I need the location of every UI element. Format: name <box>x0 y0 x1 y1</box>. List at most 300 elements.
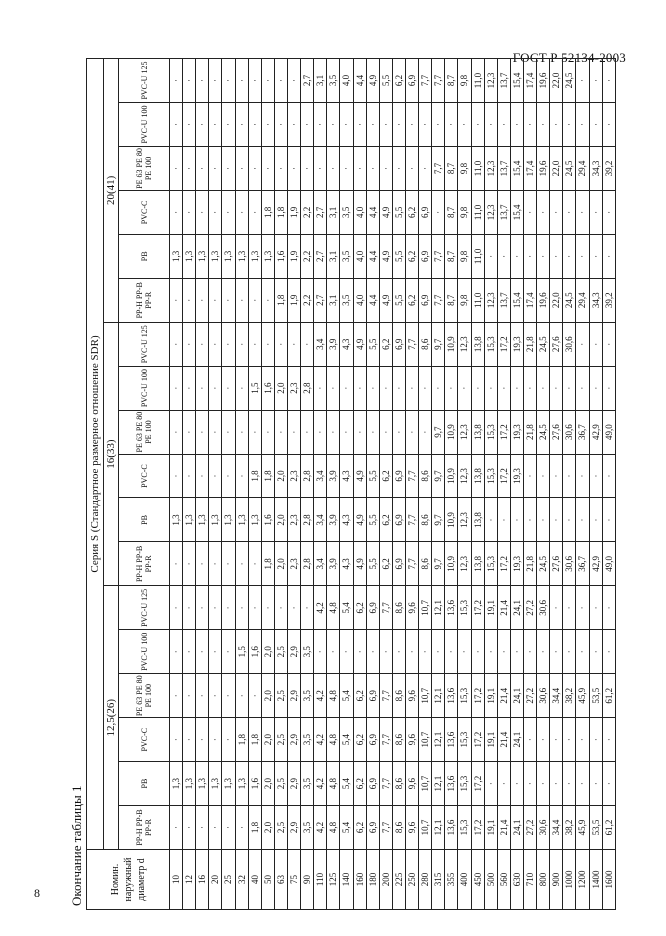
wall-thickness-cell: 2,5 <box>274 674 287 718</box>
wall-thickness-cell: 1,3 <box>196 762 209 806</box>
table-row <box>235 59 248 910</box>
wall-thickness-cell: · <box>523 103 536 147</box>
wall-thickness-cell: · <box>602 190 615 234</box>
wall-thickness-cell: · <box>235 806 248 850</box>
wall-thickness-cell: 3,4 <box>314 454 327 498</box>
wall-thickness-cell: 1,6 <box>274 234 287 278</box>
wall-thickness-cell: · <box>235 103 248 147</box>
wall-thickness-cell: · <box>248 586 261 630</box>
wall-thickness-cell: 30,6 <box>537 586 550 630</box>
wall-thickness-cell: 7,7 <box>419 59 432 103</box>
wall-thickness-cell: 49,0 <box>602 410 615 454</box>
wall-thickness-cell: · <box>183 103 196 147</box>
wall-thickness-cell: · <box>327 366 340 410</box>
wall-thickness-cell: 42,9 <box>589 542 602 586</box>
wall-thickness-cell: 1,3 <box>170 234 183 278</box>
table-row <box>301 59 314 910</box>
wall-thickness-cell: 22,0 <box>550 278 563 322</box>
wall-thickness-cell: · <box>340 410 353 454</box>
wall-thickness-cell: · <box>484 762 497 806</box>
wall-thickness-cell: 53,5 <box>589 806 602 850</box>
wall-thickness-cell: · <box>366 366 379 410</box>
wall-thickness-cell: · <box>170 586 183 630</box>
wall-thickness-cell: · <box>602 498 615 542</box>
table-row <box>248 59 261 910</box>
nominal-diameter-cell: 500 <box>484 850 497 910</box>
nominal-diameter-cell: 110 <box>314 850 327 910</box>
wall-thickness-cell: · <box>301 147 314 191</box>
wall-thickness-cell: · <box>170 147 183 191</box>
wall-thickness-cell: 22,0 <box>550 59 563 103</box>
wall-thickness-cell: · <box>602 59 615 103</box>
wall-thickness-cell: 19,1 <box>484 806 497 850</box>
wall-thickness-cell: · <box>576 103 589 147</box>
wall-thickness-cell: · <box>589 630 602 674</box>
wall-thickness-cell: 7,7 <box>432 59 445 103</box>
wall-thickness-cell: 6,9 <box>392 498 405 542</box>
wall-thickness-cell: · <box>576 234 589 278</box>
wall-thickness-cell: · <box>183 806 196 850</box>
wall-thickness-cell: 13,7 <box>497 278 510 322</box>
table-row <box>497 59 510 910</box>
material-header: PVC-U 125 <box>119 586 170 630</box>
wall-thickness-cell: 9,8 <box>458 147 471 191</box>
wall-thickness-cell: 6,2 <box>405 278 418 322</box>
wall-thickness-cell: 1,3 <box>196 498 209 542</box>
wall-thickness-cell: · <box>589 718 602 762</box>
wall-thickness-cell: 5,4 <box>340 806 353 850</box>
wall-thickness-cell: 1,6 <box>248 630 261 674</box>
wall-thickness-cell: 38,2 <box>563 674 576 718</box>
wall-thickness-cell: · <box>510 234 523 278</box>
wall-thickness-cell: 8,6 <box>392 806 405 850</box>
table-row <box>261 59 274 910</box>
wall-thickness-cell: 2,5 <box>274 718 287 762</box>
wall-thickness-cell: · <box>576 366 589 410</box>
wall-thickness-cell: · <box>563 718 576 762</box>
wall-thickness-cell: · <box>170 278 183 322</box>
material-header: PVC-C <box>119 454 170 498</box>
wall-thickness-cell: 17,2 <box>497 542 510 586</box>
wall-thickness-cell: · <box>327 630 340 674</box>
wall-thickness-cell: 24,5 <box>537 322 550 366</box>
material-header: PVC-U 100 <box>119 630 170 674</box>
wall-thickness-cell: 6,9 <box>366 762 379 806</box>
wall-thickness-cell: 7,7 <box>432 278 445 322</box>
wall-thickness-cell: 2,2 <box>301 190 314 234</box>
wall-thickness-cell: · <box>445 103 458 147</box>
wall-thickness-cell: · <box>392 366 405 410</box>
wall-thickness-cell: 17,2 <box>497 322 510 366</box>
wall-thickness-cell: · <box>563 630 576 674</box>
wall-thickness-cell: · <box>563 454 576 498</box>
wall-thickness-cell: 27,2 <box>523 586 536 630</box>
wall-thickness-cell: · <box>235 322 248 366</box>
wall-thickness-cell: 19,1 <box>484 718 497 762</box>
wall-thickness-cell: · <box>170 103 183 147</box>
wall-thickness-cell: 5,5 <box>366 322 379 366</box>
wall-thickness-cell: · <box>183 674 196 718</box>
wall-thickness-cell: 4,0 <box>353 190 366 234</box>
wall-thickness-cell: 36,7 <box>576 542 589 586</box>
wall-thickness-cell: · <box>537 103 550 147</box>
wall-thickness-cell: · <box>550 630 563 674</box>
wall-thickness-cell: 2,7 <box>314 234 327 278</box>
wall-thickness-cell: 3,9 <box>327 542 340 586</box>
wall-thickness-cell: 15,3 <box>458 674 471 718</box>
wall-thickness-cell: · <box>287 59 300 103</box>
wall-thickness-cell: 6,2 <box>405 190 418 234</box>
wall-thickness-cell: 6,9 <box>405 59 418 103</box>
wall-thickness-cell: · <box>537 454 550 498</box>
nominal-diameter-cell: 225 <box>392 850 405 910</box>
wall-thickness-cell: · <box>589 366 602 410</box>
wall-thickness-cell: · <box>222 718 235 762</box>
wall-thickness-cell: 3,5 <box>340 190 353 234</box>
wall-thickness-cell: 2,0 <box>274 498 287 542</box>
wall-thickness-cell: 17,2 <box>471 586 484 630</box>
table-body <box>170 59 616 910</box>
wall-thickness-cell: 2,0 <box>261 806 274 850</box>
wall-thickness-cell: · <box>209 366 222 410</box>
wall-thickness-cell: · <box>209 542 222 586</box>
wall-thickness-cell: · <box>301 103 314 147</box>
wall-thickness-cell: 49,0 <box>602 542 615 586</box>
table-row <box>550 59 563 910</box>
wall-thickness-cell: 8,6 <box>419 498 432 542</box>
wall-thickness-cell: · <box>314 147 327 191</box>
wall-thickness-cell: · <box>274 103 287 147</box>
wall-thickness-cell: 13,6 <box>445 762 458 806</box>
wall-thickness-cell: · <box>523 630 536 674</box>
wall-thickness-cell: 9,6 <box>405 586 418 630</box>
wall-thickness-cell: · <box>209 410 222 454</box>
wall-thickness-cell: · <box>392 147 405 191</box>
nominal-diameter-cell: 63 <box>274 850 287 910</box>
wall-thickness-cell: 15,3 <box>458 806 471 850</box>
wall-thickness-cell: 1,9 <box>287 278 300 322</box>
wall-thickness-cell: 4,9 <box>353 454 366 498</box>
table-row <box>563 59 576 910</box>
wall-thickness-cell: · <box>563 103 576 147</box>
wall-thickness-cell: 4,8 <box>327 762 340 806</box>
material-header: PE 63 PE 80 PE 100 <box>119 147 170 191</box>
group-header-row <box>104 59 119 910</box>
wall-thickness-cell: 9,6 <box>405 718 418 762</box>
wall-thickness-cell: · <box>170 806 183 850</box>
wall-thickness-cell: 10,9 <box>445 322 458 366</box>
wall-thickness-cell: 4,2 <box>314 806 327 850</box>
wall-thickness-cell: 2,8 <box>301 498 314 542</box>
wall-thickness-cell: 53,5 <box>589 674 602 718</box>
wall-thickness-cell: 19,3 <box>510 410 523 454</box>
wall-thickness-cell: 12,3 <box>484 59 497 103</box>
material-header: PVC-C <box>119 190 170 234</box>
wall-thickness-cell: · <box>550 718 563 762</box>
wall-thickness-cell: · <box>537 718 550 762</box>
wall-thickness-cell: · <box>209 630 222 674</box>
wall-thickness-cell: 2,3 <box>287 454 300 498</box>
wall-thickness-cell: 19,3 <box>510 542 523 586</box>
wall-thickness-cell: · <box>523 762 536 806</box>
wall-thickness-cell: 9,6 <box>405 762 418 806</box>
wall-thickness-cell: · <box>209 454 222 498</box>
wall-thickness-cell: 1,3 <box>222 762 235 806</box>
wall-thickness-cell: · <box>196 542 209 586</box>
wall-thickness-cell: 1,6 <box>261 366 274 410</box>
wall-thickness-cell: · <box>235 278 248 322</box>
wall-thickness-cell: 1,3 <box>183 762 196 806</box>
table-row <box>458 59 471 910</box>
wall-thickness-cell: 4,3 <box>340 542 353 586</box>
wall-thickness-cell: 4,4 <box>366 190 379 234</box>
wall-thickness-cell: · <box>537 234 550 278</box>
wall-thickness-cell: 3,4 <box>314 498 327 542</box>
wall-thickness-cell: · <box>196 322 209 366</box>
wall-thickness-cell: 1,8 <box>235 718 248 762</box>
nominal-diameter-cell: 315 <box>432 850 445 910</box>
wall-thickness-cell: 17,2 <box>471 806 484 850</box>
wall-thickness-cell: · <box>484 234 497 278</box>
wall-thickness-cell: 15,4 <box>510 190 523 234</box>
wall-thickness-cell: · <box>537 366 550 410</box>
wall-thickness-cell: · <box>576 718 589 762</box>
table-row <box>209 59 222 910</box>
wall-thickness-cell: · <box>379 630 392 674</box>
wall-thickness-cell: 3,1 <box>327 234 340 278</box>
wall-thickness-cell: 3,9 <box>327 454 340 498</box>
nominal-diameter-cell: 450 <box>471 850 484 910</box>
table-row <box>537 59 550 910</box>
wall-thickness-cell: 15,3 <box>484 410 497 454</box>
wall-thickness-cell: 24,1 <box>510 586 523 630</box>
wall-thickness-cell: 19,6 <box>537 59 550 103</box>
wall-thickness-cell: · <box>196 410 209 454</box>
wall-thickness-cell: 42,9 <box>589 410 602 454</box>
wall-thickness-cell: 12,3 <box>484 278 497 322</box>
wall-thickness-cell: · <box>222 190 235 234</box>
wall-thickness-cell: · <box>589 322 602 366</box>
wall-thickness-cell: 13,6 <box>445 586 458 630</box>
wall-thickness-cell: 22,0 <box>550 147 563 191</box>
wall-thickness-cell: · <box>235 542 248 586</box>
wall-thickness-cell: · <box>222 806 235 850</box>
wall-thickness-cell: · <box>274 147 287 191</box>
wall-thickness-cell: 17,4 <box>523 147 536 191</box>
wall-thickness-cell: 4,9 <box>353 322 366 366</box>
wall-thickness-cell: 8,6 <box>392 586 405 630</box>
table-row <box>353 59 366 910</box>
wall-thickness-cell: 2,7 <box>314 278 327 322</box>
wall-thickness-cell: 6,9 <box>366 586 379 630</box>
wall-thickness-cell: 6,9 <box>392 542 405 586</box>
nominal-diameter-cell: 1200 <box>576 850 589 910</box>
wall-thickness-cell: · <box>248 410 261 454</box>
wall-thickness-cell: 4,0 <box>353 278 366 322</box>
wall-thickness-cell: 11,0 <box>471 147 484 191</box>
wall-thickness-cell: · <box>563 234 576 278</box>
wall-thickness-cell: 2,0 <box>261 630 274 674</box>
wall-thickness-cell: 4,9 <box>379 278 392 322</box>
wall-thickness-cell: · <box>222 542 235 586</box>
wall-thickness-cell: · <box>523 498 536 542</box>
wall-thickness-cell: · <box>235 410 248 454</box>
wall-thickness-cell: 21,8 <box>523 542 536 586</box>
wall-thickness-cell: 2,5 <box>274 630 287 674</box>
wall-thickness-cell: · <box>589 190 602 234</box>
wall-thickness-cell: 34,3 <box>589 278 602 322</box>
wall-thickness-cell: 4,9 <box>353 498 366 542</box>
wall-thickness-cell: · <box>576 322 589 366</box>
wall-thickness-cell: · <box>510 762 523 806</box>
wall-thickness-cell: 5,5 <box>392 278 405 322</box>
wall-thickness-cell: 30,6 <box>537 806 550 850</box>
wall-thickness-cell: · <box>353 147 366 191</box>
table-row <box>196 59 209 910</box>
wall-thickness-cell: · <box>432 366 445 410</box>
wall-thickness-cell: · <box>209 322 222 366</box>
wall-thickness-cell: · <box>248 322 261 366</box>
wall-thickness-cell: 2,0 <box>274 454 287 498</box>
wall-thickness-cell: 9,8 <box>458 59 471 103</box>
wall-thickness-cell: 34,4 <box>550 806 563 850</box>
wall-thickness-cell: 6,2 <box>379 454 392 498</box>
wall-thickness-cell: 30,6 <box>537 674 550 718</box>
table-row <box>366 59 379 910</box>
wall-thickness-cell: · <box>261 59 274 103</box>
wall-thickness-cell: · <box>458 366 471 410</box>
wall-thickness-cell: 7,7 <box>379 718 392 762</box>
wall-thickness-cell: 10,7 <box>419 806 432 850</box>
wall-thickness-cell: · <box>550 103 563 147</box>
wall-thickness-cell: · <box>589 103 602 147</box>
wall-thickness-cell: 10,9 <box>445 454 458 498</box>
wall-thickness-cell: 27,2 <box>523 806 536 850</box>
wall-thickness-cell: · <box>576 190 589 234</box>
table-row <box>183 59 196 910</box>
wall-thickness-cell: 15,3 <box>484 542 497 586</box>
wall-thickness-cell: · <box>537 190 550 234</box>
wall-thickness-cell: 61,2 <box>602 806 615 850</box>
wall-thickness-cell: 13,8 <box>471 454 484 498</box>
wall-thickness-cell: · <box>287 103 300 147</box>
wall-thickness-cell: 8,6 <box>392 718 405 762</box>
wall-thickness-cell: 7,7 <box>405 542 418 586</box>
table-caption: Окончание таблицы 1 <box>69 785 84 906</box>
wall-thickness-cell: 9,8 <box>458 234 471 278</box>
wall-thickness-cell: · <box>196 366 209 410</box>
wall-thickness-cell: 3,9 <box>327 498 340 542</box>
wall-thickness-cell: · <box>602 322 615 366</box>
wall-thickness-cell: 7,7 <box>379 806 392 850</box>
wall-thickness-cell: 39,2 <box>602 278 615 322</box>
wall-thickness-cell: · <box>353 103 366 147</box>
wall-thickness-cell: · <box>274 59 287 103</box>
wall-thickness-cell: 6,2 <box>379 322 392 366</box>
wall-thickness-cell: 3,5 <box>301 762 314 806</box>
wall-thickness-cell: · <box>550 454 563 498</box>
wall-thickness-cell: 1,3 <box>209 498 222 542</box>
wall-thickness-cell: 8,6 <box>392 674 405 718</box>
wall-thickness-cell: 4,9 <box>366 59 379 103</box>
wall-thickness-cell: · <box>170 410 183 454</box>
nominal-diameter-cell: 1000 <box>563 850 576 910</box>
wall-thickness-cell: 1,3 <box>170 762 183 806</box>
wall-thickness-cell: 17,2 <box>471 674 484 718</box>
wall-thickness-cell: · <box>183 322 196 366</box>
wall-thickness-cell: · <box>340 630 353 674</box>
wall-thickness-cell: · <box>222 278 235 322</box>
wall-thickness-cell: 2,8 <box>301 542 314 586</box>
nominal-diameter-cell: 16 <box>196 850 209 910</box>
group-header: 12,5(26) <box>104 586 119 850</box>
wall-thickness-cell: · <box>248 674 261 718</box>
wall-thickness-cell: 2,9 <box>287 630 300 674</box>
wall-thickness-cell: · <box>170 542 183 586</box>
wall-thickness-cell: 7,7 <box>379 674 392 718</box>
wall-thickness-cell: · <box>235 674 248 718</box>
wall-thickness-cell: · <box>183 454 196 498</box>
nominal-diameter-cell: 200 <box>379 850 392 910</box>
wall-thickness-cell: · <box>209 674 222 718</box>
wall-thickness-cell: 2,0 <box>261 674 274 718</box>
wall-thickness-cell: 36,7 <box>576 410 589 454</box>
wall-thickness-cell: 2,0 <box>261 718 274 762</box>
wall-thickness-cell: 1,8 <box>248 454 261 498</box>
wall-thickness-cell: 2,9 <box>287 674 300 718</box>
wall-thickness-cell: 1,5 <box>235 630 248 674</box>
wall-thickness-cell: 1,3 <box>183 234 196 278</box>
material-header: PVC-C <box>119 718 170 762</box>
wall-thickness-cell: 2,5 <box>274 762 287 806</box>
wall-thickness-cell: 17,2 <box>471 762 484 806</box>
wall-thickness-cell: · <box>261 586 274 630</box>
series-header: Серия S (Стандартное размерное отношение SDR) <box>87 59 104 850</box>
rotated-table-region <box>68 58 628 910</box>
wall-thickness-cell: · <box>497 366 510 410</box>
nominal-diameter-cell: 400 <box>458 850 471 910</box>
wall-thickness-cell: 24,1 <box>510 718 523 762</box>
wall-thickness-cell: · <box>183 59 196 103</box>
wall-thickness-cell: 17,4 <box>523 278 536 322</box>
wall-thickness-cell: 12,3 <box>458 410 471 454</box>
nominal-diameter-cell: 40 <box>248 850 261 910</box>
wall-thickness-cell: · <box>235 366 248 410</box>
wall-thickness-cell: 15,3 <box>458 718 471 762</box>
wall-thickness-cell: 29,4 <box>576 278 589 322</box>
wall-thickness-cell: 6,2 <box>353 762 366 806</box>
nominal-diameter-cell: 20 <box>209 850 222 910</box>
wall-thickness-cell: 3,5 <box>301 806 314 850</box>
table-row <box>274 59 287 910</box>
wall-thickness-cell: · <box>563 586 576 630</box>
wall-thickness-cell: 6,9 <box>419 190 432 234</box>
material-header: PP-H PP-B PP-R <box>119 806 170 850</box>
wall-thickness-cell: 1,3 <box>248 234 261 278</box>
table-row <box>222 59 235 910</box>
wall-thickness-cell: 8,7 <box>445 147 458 191</box>
wall-thickness-cell: · <box>497 630 510 674</box>
wall-thickness-cell: 4,2 <box>314 718 327 762</box>
wall-thickness-cell: 1,3 <box>248 498 261 542</box>
wall-thickness-cell: 34,4 <box>550 674 563 718</box>
wall-thickness-cell: 5,5 <box>392 190 405 234</box>
wall-thickness-cell: · <box>235 190 248 234</box>
wall-thickness-cell: · <box>379 103 392 147</box>
wall-thickness-cell: · <box>340 103 353 147</box>
wall-thickness-cell: 2,8 <box>301 454 314 498</box>
wall-thickness-cell: 1,8 <box>248 806 261 850</box>
